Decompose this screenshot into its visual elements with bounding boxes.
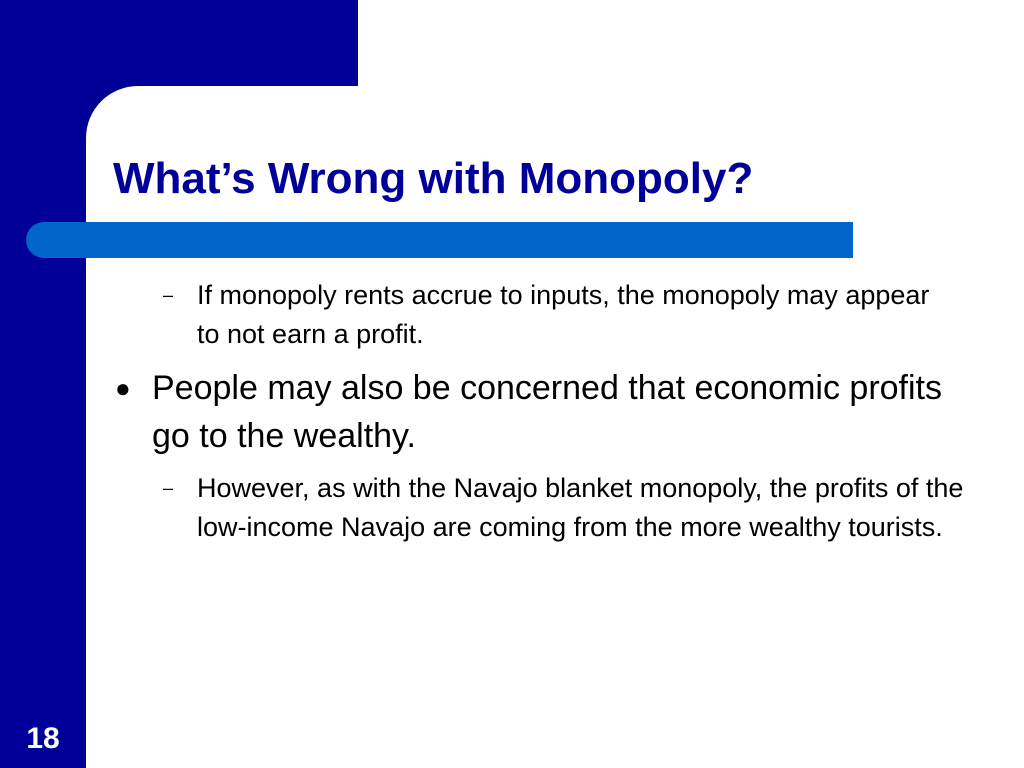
- bullet-text: However, as with the Navajo blanket monopoly, the profits of the low-income Navajo are coming from the more wealthy tourists.: [197, 473, 964, 542]
- bullet-profits-to-wealthy: [115, 364, 975, 460]
- bullet-text: People may also be concerned that economic profits go to the wealthy.: [152, 369, 943, 455]
- dash-bullet-icon: –: [163, 285, 174, 305]
- dot-bullet-icon: ●: [115, 373, 131, 403]
- bullet-text: If monopoly rents accrue to inputs, the monopoly may appear to not earn a profit.: [197, 280, 930, 349]
- slide-frame-top: [0, 0, 358, 86]
- sub-bullet-inputs-rents: [163, 276, 953, 354]
- slide-number: 18: [26, 722, 60, 755]
- slide-title: What’s Wrong with Monopoly?: [113, 154, 754, 203]
- sub-bullet-navajo-example: [163, 469, 983, 547]
- dash-bullet-icon: –: [163, 478, 174, 498]
- title-underline-bar: [26, 222, 853, 258]
- slide-frame-left: [0, 0, 86, 768]
